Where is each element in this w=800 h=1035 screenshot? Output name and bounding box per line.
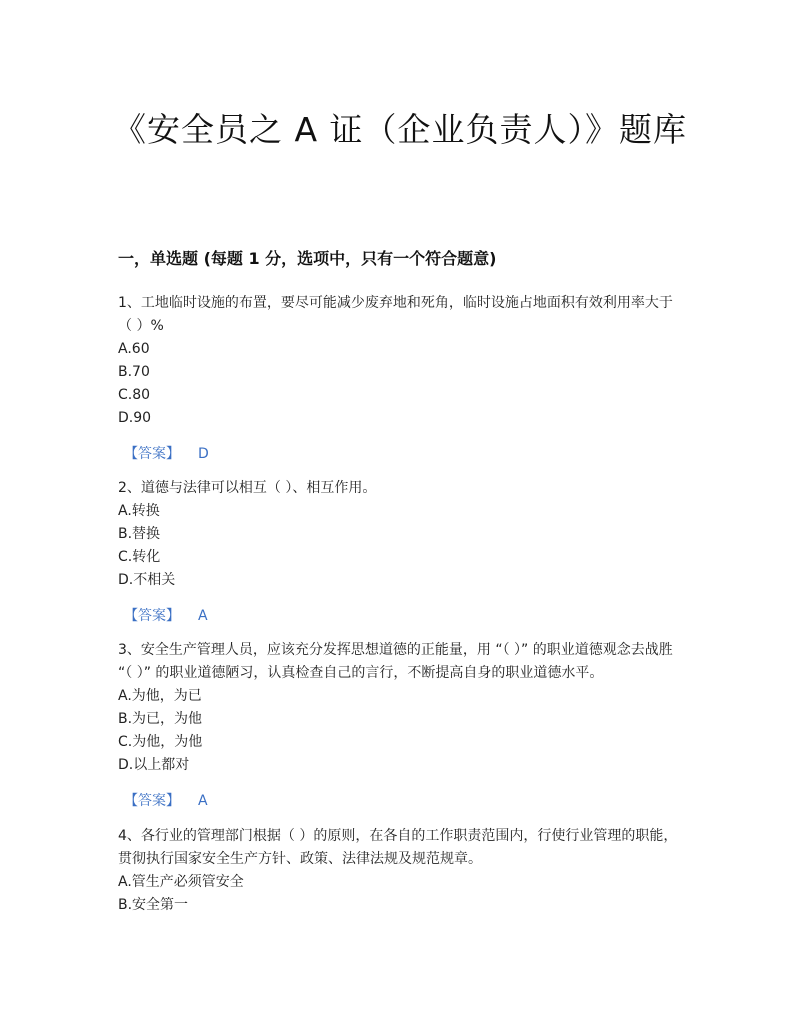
answer-value: D [198, 446, 209, 462]
option-c: C.80 [118, 387, 151, 403]
option-a: A.60 [118, 341, 150, 357]
answer-3 [124, 790, 208, 810]
option-c: C.转化 [118, 549, 161, 565]
option-a: A.管生产必须管安全 [118, 874, 244, 890]
answer-label: 【答案】 [124, 793, 180, 809]
answer-value: A [198, 608, 208, 624]
answer-1 [124, 443, 209, 463]
section-heading: 一，单选题 (每题 1 分，选项中，只有一个符合题意) [118, 249, 497, 268]
option-d: D.90 [118, 410, 152, 426]
option-b: B.安全第一 [118, 897, 189, 913]
question-2 [118, 477, 682, 592]
option-b: B.为已，为他 [118, 711, 203, 727]
question-4 [118, 825, 682, 917]
option-b: B.替换 [118, 526, 161, 542]
option-d: D.以上都对 [118, 757, 190, 773]
question-text: 1、工地临时设施的布置，要尽可能减少废弃地和死角，临时设施占地面积有效利用率大于（ ）% [118, 295, 673, 334]
option-c: C.为他，为他 [118, 734, 203, 750]
answer-label: 【答案】 [124, 608, 180, 624]
answer-value: A [198, 793, 208, 809]
option-a: A.为他，为已 [118, 688, 202, 704]
answer-label: 【答案】 [124, 446, 180, 462]
question-text: 4、各行业的管理部门根据（ ）的原则，在各自的工作职责范围内，行使行业管理的职能，贯彻执行国家安全生产方针、政策、法律法规及规范规章。 [118, 828, 678, 867]
question-3 [118, 639, 682, 777]
document-title: 《安全员之 A 证（企业负责人）》题库 [112, 110, 688, 149]
option-d: D.不相关 [118, 572, 176, 588]
question-1 [118, 292, 682, 430]
option-a: A.转换 [118, 503, 160, 519]
question-text: 3、安全生产管理人员，应该充分发挥思想道德的正能量，用 “（ ）” 的职业道德观念去战胜 “（ ）” 的职业道德陋习，认真检查自己的言行，不断提高自身的职业道德水平。 [118, 642, 673, 681]
option-b: B.70 [118, 364, 150, 380]
answer-2 [124, 605, 208, 625]
question-text: 2、道德与法律可以相互（ ）、相互作用。 [118, 480, 377, 496]
